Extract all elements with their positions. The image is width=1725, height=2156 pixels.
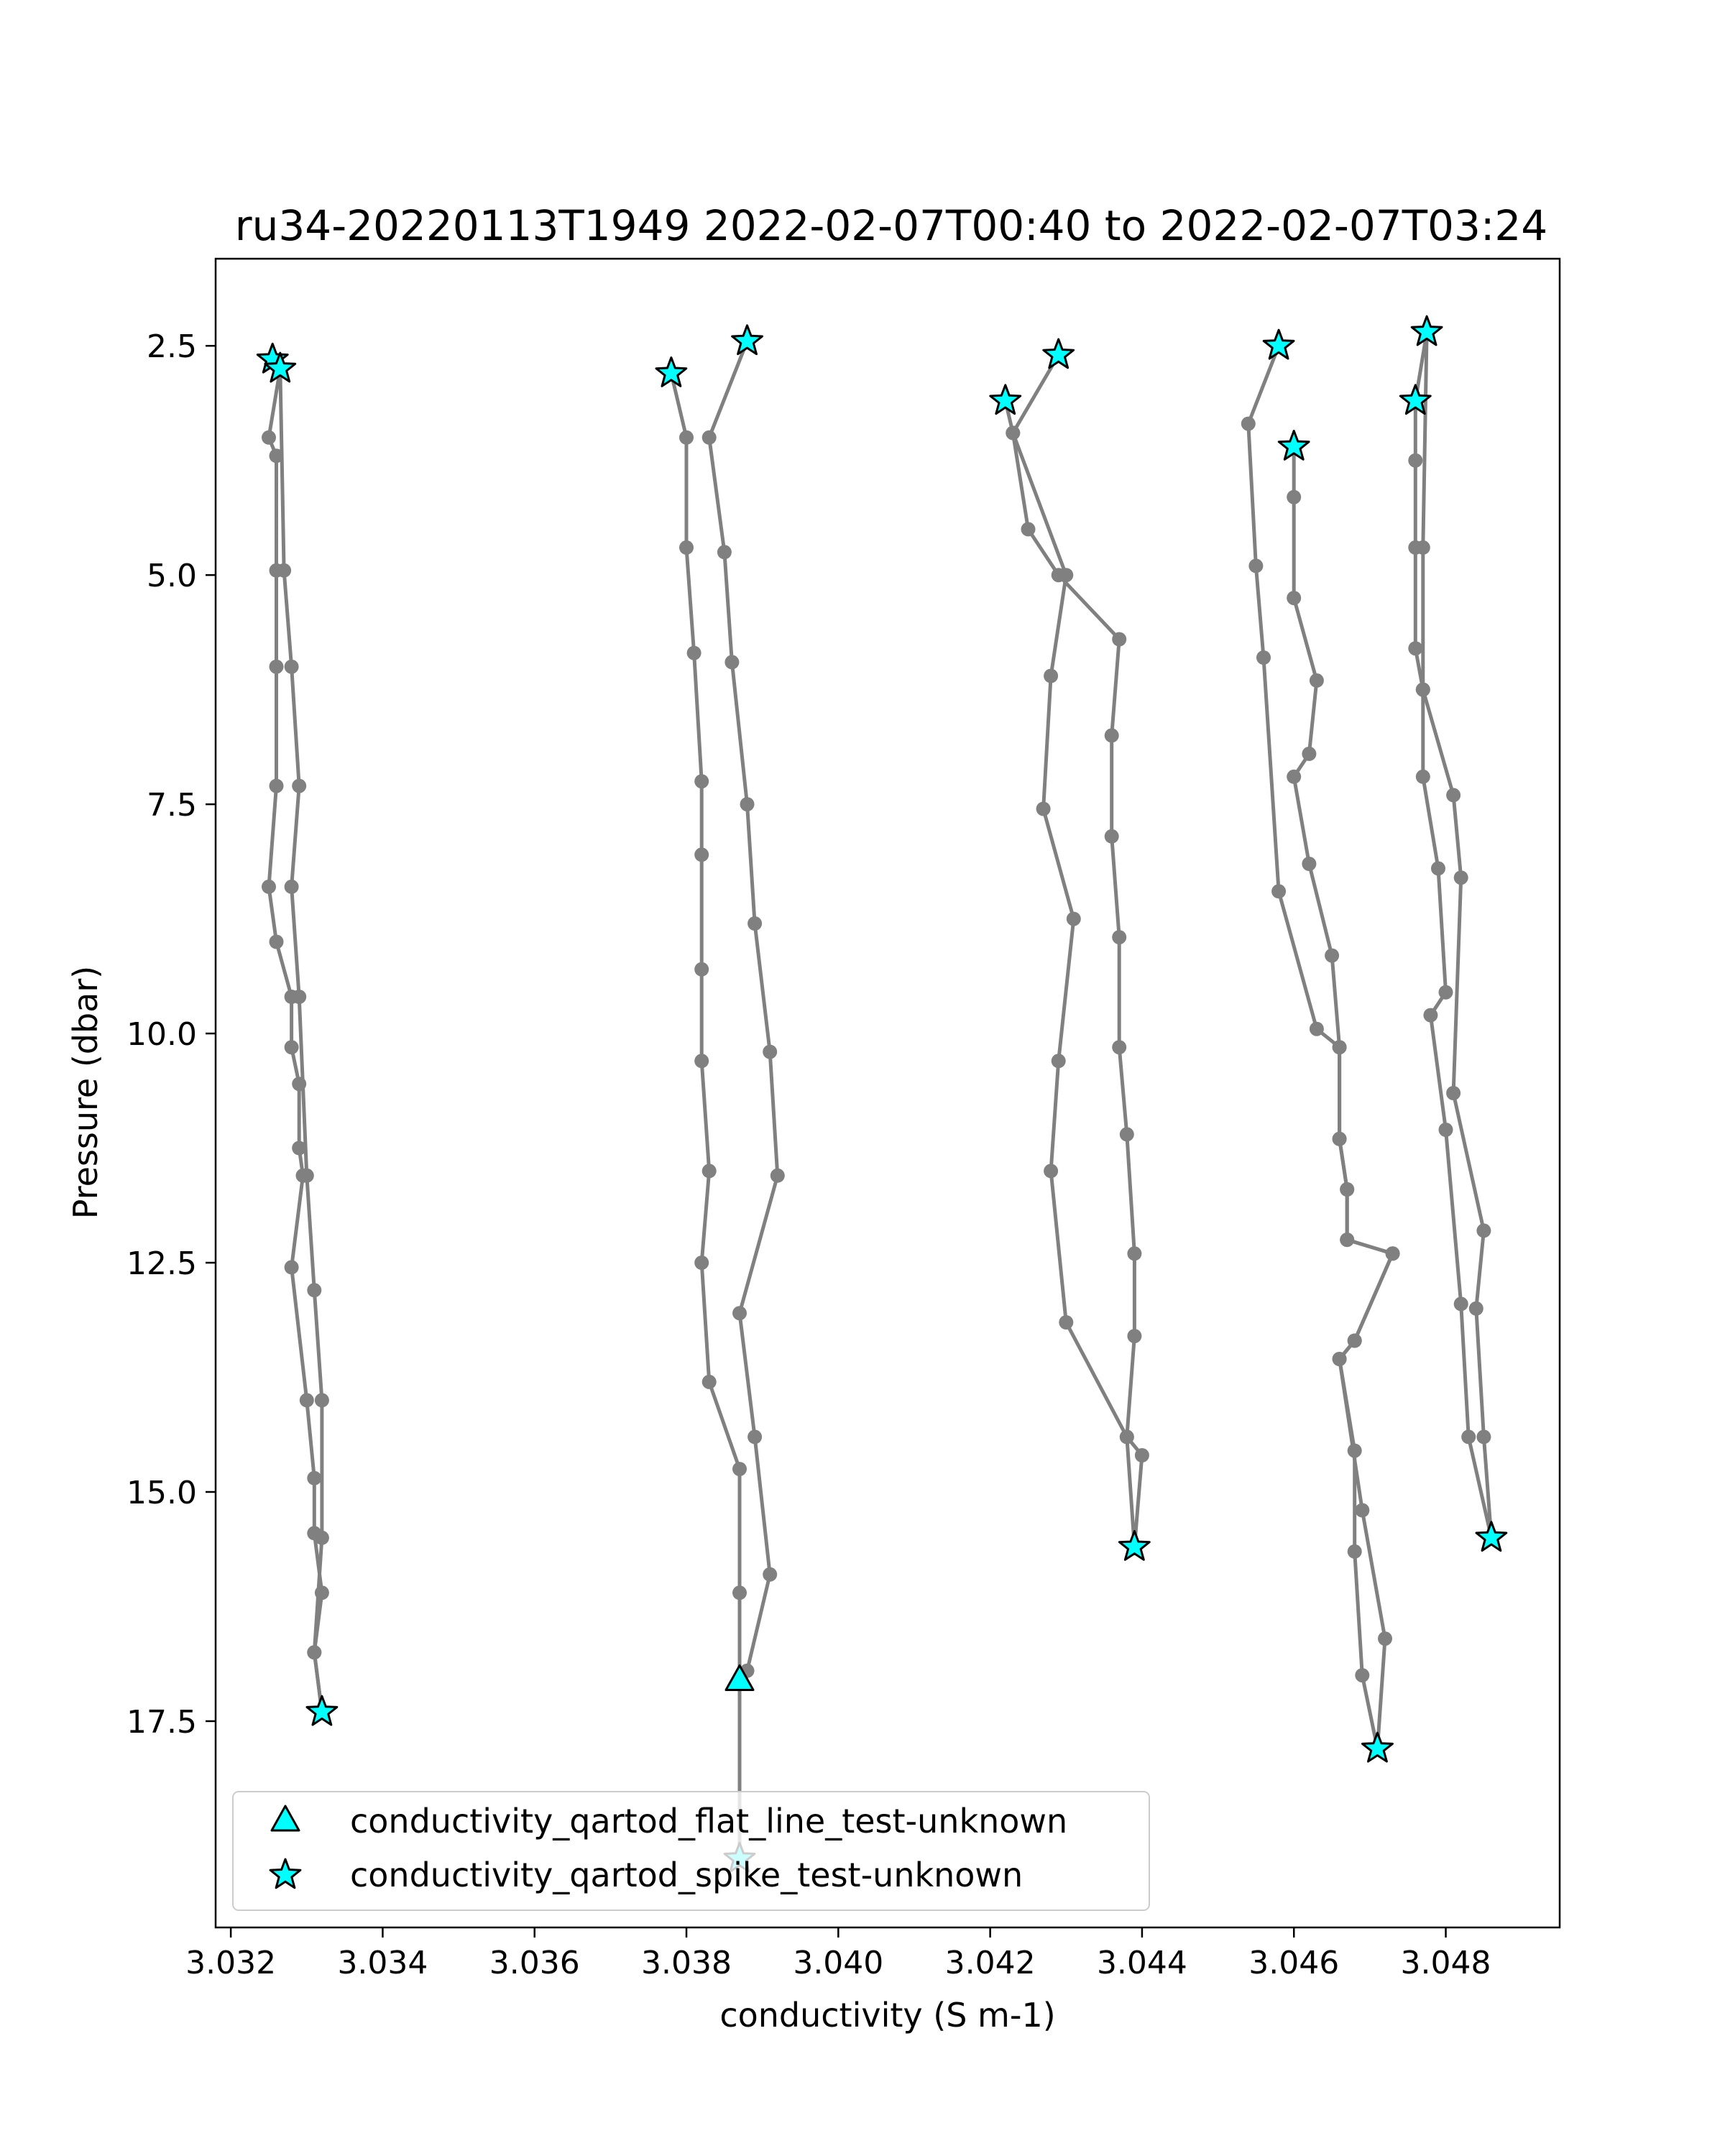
profile-point — [1287, 591, 1301, 605]
profile-point — [1408, 453, 1422, 468]
flags-layer — [257, 316, 1506, 1871]
y-tick-label: 7.5 — [147, 787, 197, 824]
chart-title: ru34-20220113T1949 2022-02-07T00:40 to 2022-02-07T03:24 — [234, 201, 1548, 250]
profile-point — [763, 1567, 777, 1582]
profile-point — [1476, 1223, 1491, 1238]
spike-flag-marker — [307, 1696, 337, 1725]
y-tick-label: 5.0 — [147, 558, 197, 595]
y-tick-label: 15.0 — [126, 1474, 197, 1511]
profile-point — [292, 779, 306, 793]
profile-point — [307, 1471, 321, 1485]
x-axis — [185, 1927, 1491, 1981]
profile-2 — [273, 361, 329, 1719]
profile-point — [1355, 1503, 1369, 1518]
x-axis-label: conductivity (S m-1) — [719, 1996, 1056, 2035]
profile-point — [1439, 1123, 1453, 1137]
profile-point — [1127, 1329, 1141, 1343]
profile-point — [1469, 1302, 1484, 1316]
profile-point — [307, 1645, 321, 1659]
profile-point — [740, 797, 755, 811]
profile-point — [702, 430, 717, 445]
profile-point — [1416, 770, 1430, 784]
legend-label-flat-line: conductivity_qartod_flat_line_test-unknown — [350, 1802, 1068, 1841]
profile-line — [269, 359, 322, 1712]
profile-point — [748, 1429, 762, 1444]
profile-point — [732, 1462, 747, 1476]
profile-7 — [1241, 338, 1400, 1756]
profile-point — [694, 774, 709, 788]
spike-flag-marker — [990, 385, 1021, 414]
profile-point — [1446, 788, 1460, 802]
profile-point — [270, 779, 284, 793]
profile-3 — [664, 367, 747, 1866]
profile-point — [702, 1375, 717, 1389]
profile-point — [1241, 417, 1256, 431]
profile-point — [1105, 728, 1119, 742]
profile-point — [694, 1256, 709, 1270]
y-axis — [126, 328, 216, 1741]
profile-point — [1256, 650, 1271, 665]
profile-point — [1461, 1429, 1476, 1444]
profile-1 — [262, 352, 329, 1719]
profile-point — [1340, 1182, 1354, 1197]
profile-point — [1112, 930, 1126, 944]
profile-point — [687, 646, 702, 660]
profile-line — [1294, 447, 1392, 1749]
profile-point — [1476, 1429, 1491, 1444]
profile-point — [732, 1306, 747, 1320]
profile-point — [1044, 669, 1058, 683]
profile-line — [1423, 332, 1491, 1538]
profile-point — [1044, 1164, 1058, 1178]
profile-point — [1067, 912, 1081, 926]
x-tick-label: 3.048 — [1400, 1945, 1491, 1981]
x-tick-label: 3.042 — [944, 1945, 1036, 1981]
y-tick-label: 12.5 — [126, 1245, 197, 1283]
spike-flag-marker — [1363, 1733, 1393, 1761]
profile-point — [1036, 802, 1051, 816]
x-tick-label: 3.036 — [489, 1945, 580, 1981]
profile-8 — [1287, 440, 1399, 1756]
profile-point — [1454, 1296, 1468, 1311]
profile-line — [709, 341, 778, 1680]
profile-point — [285, 660, 299, 674]
profile-point — [1333, 1132, 1347, 1146]
profile-point — [763, 1045, 777, 1059]
spike-flag-marker — [1264, 330, 1294, 359]
profile-point — [1386, 1246, 1400, 1261]
spike-flag-marker — [732, 326, 763, 354]
profile-9 — [1408, 325, 1499, 1545]
y-axis-label: Pressure (dbar) — [66, 965, 105, 1220]
spike-flag-marker — [656, 358, 686, 387]
profile-point — [1112, 1040, 1126, 1054]
profile-point — [1127, 1246, 1141, 1261]
profile-point — [1271, 884, 1286, 898]
spike-flag-marker — [1044, 339, 1074, 368]
profile-6 — [998, 394, 1149, 1554]
profile-point — [694, 962, 709, 977]
profile-point — [1431, 861, 1445, 875]
profile-point — [1454, 870, 1468, 885]
profile-point — [1416, 683, 1430, 697]
profile-point — [277, 563, 291, 578]
profile-point — [679, 430, 694, 445]
profile-point — [1120, 1429, 1134, 1444]
y-tick-label: 17.5 — [126, 1703, 197, 1741]
profile-line — [1248, 346, 1393, 1749]
profile-point — [1105, 829, 1119, 844]
profile-point — [1120, 1127, 1134, 1141]
profile-point — [1333, 1040, 1347, 1054]
profile-point — [1287, 770, 1301, 784]
y-tick-label: 2.5 — [147, 328, 197, 366]
profile-point — [679, 540, 694, 555]
profile-point — [1006, 425, 1020, 440]
profile-point — [1340, 1233, 1354, 1247]
profile-point — [270, 935, 284, 949]
x-tick-label: 3.044 — [1096, 1945, 1187, 1981]
profile-point — [285, 1260, 299, 1274]
profile-point — [285, 1040, 299, 1054]
x-tick-label: 3.032 — [185, 1945, 277, 1981]
spike-flag-marker — [1119, 1531, 1149, 1560]
profile-4 — [702, 334, 785, 1687]
profile-point — [1310, 1022, 1324, 1036]
profile-10 — [1416, 325, 1499, 1545]
profile-line — [671, 374, 740, 1859]
spike-flag-marker — [1476, 1522, 1506, 1551]
profile-point — [1059, 1315, 1073, 1330]
profile-point — [717, 545, 732, 559]
legend-label-spike: conductivity_qartod_spike_test-unknown — [350, 1856, 1024, 1894]
profile-point — [1348, 1334, 1362, 1348]
x-tick-label: 3.038 — [641, 1945, 732, 1981]
profile-point — [262, 430, 276, 445]
x-tick-label: 3.040 — [793, 1945, 884, 1981]
profile-point — [1135, 1448, 1149, 1462]
profile-point — [1059, 568, 1073, 582]
profile-point — [1325, 949, 1339, 963]
profile-point — [315, 1393, 329, 1407]
profile-point — [270, 660, 284, 674]
profile-point — [1021, 522, 1036, 536]
profile-point — [770, 1169, 785, 1183]
profile-point — [300, 1169, 314, 1183]
profile-point — [694, 847, 709, 862]
profile-point — [1446, 1086, 1460, 1100]
profile-point — [285, 880, 299, 894]
profile-point — [300, 1393, 314, 1407]
profile-line — [1006, 401, 1142, 1547]
profile-point — [702, 1164, 717, 1178]
profile-point — [1348, 1544, 1362, 1559]
profile-point — [1112, 632, 1126, 647]
profile-point — [724, 655, 739, 669]
profile-point — [307, 1283, 321, 1297]
profile-point — [292, 990, 306, 1004]
profile-5 — [1006, 348, 1141, 1554]
profile-point — [1302, 747, 1316, 761]
profile-point — [1052, 1054, 1066, 1068]
x-tick-label: 3.034 — [337, 1945, 428, 1981]
profile-point — [748, 916, 762, 931]
profile-point — [262, 880, 276, 894]
profile-point — [1248, 558, 1263, 573]
profile-point — [1423, 1008, 1438, 1023]
profile-point — [1287, 490, 1301, 505]
x-tick-label: 3.046 — [1248, 1945, 1340, 1981]
profile-point — [1416, 540, 1430, 555]
profile-point — [732, 1585, 747, 1600]
profile-point — [1310, 673, 1324, 688]
profile-point — [1378, 1631, 1392, 1646]
conductivity_qartod_spike_test-unknown — [257, 316, 1506, 1871]
y-tick-label: 10.0 — [126, 1016, 197, 1054]
profiles-layer — [262, 325, 1499, 1866]
profile-point — [1355, 1668, 1369, 1682]
legend — [233, 1792, 1149, 1910]
profile-point — [1439, 985, 1453, 1000]
profile-point — [694, 1054, 709, 1068]
profile-point — [1408, 641, 1422, 655]
profile-point — [1333, 1352, 1347, 1366]
profile-point — [1302, 857, 1316, 871]
profile-point — [315, 1531, 329, 1545]
